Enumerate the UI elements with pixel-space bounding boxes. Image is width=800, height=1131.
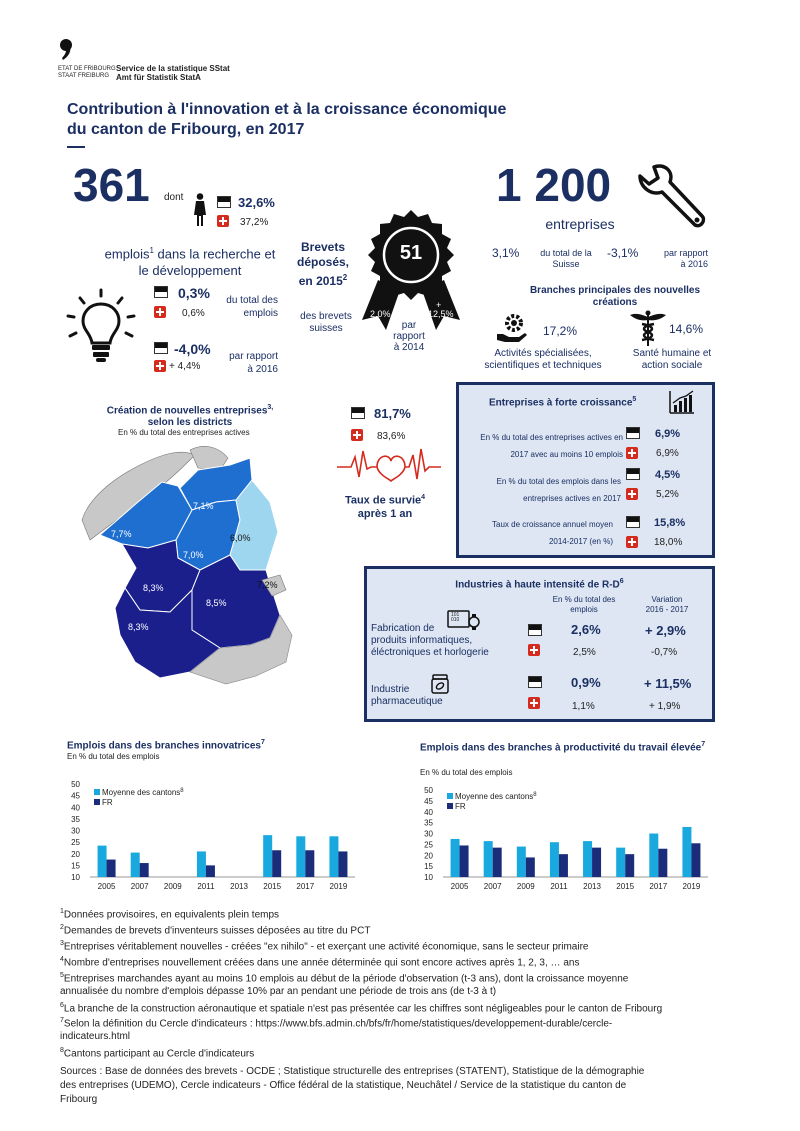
footnote — [60, 956, 579, 968]
brevets-value: 51 — [399, 242, 423, 264]
branch1-value: 17,2% — [543, 324, 578, 338]
bar-fr-2015 — [625, 854, 634, 877]
footnote-ref: 1 — [149, 246, 154, 255]
fc-row2-label-a: En % du total des emplois dans les — [496, 477, 621, 486]
fribourg-flag-icon — [626, 427, 640, 439]
x-tick-label: 2013 — [583, 882, 601, 891]
entreprises-value: 1 200 — [496, 159, 612, 211]
fc-row3-ch: 18,0% — [654, 537, 683, 548]
chart2-subtitle: En % du total des emplois — [420, 768, 513, 777]
footnote-ref: 6 — [619, 578, 624, 585]
x-tick-label: 2017 — [296, 882, 315, 891]
footnote-number: 2 — [60, 924, 64, 931]
x-tick-label: 2007 — [130, 882, 149, 891]
branch2-label — [620, 348, 724, 372]
x-tick-label: 2011 — [197, 882, 215, 891]
footnote-number: 7 — [60, 1017, 64, 1024]
bar-moyenne-2013 — [583, 841, 592, 877]
bar-moyenne-2019 — [682, 827, 691, 877]
page-title-line2: du canton de Fribourg, en 2017 — [67, 121, 305, 138]
hi-row2-ch-var: + 1,9% — [649, 701, 681, 712]
bar-fr-2017 — [305, 850, 314, 877]
page-title-line1: Contribution à l'innovation et à la croissance économique — [67, 101, 507, 118]
woman-icon — [193, 193, 207, 232]
legend-label: FR — [455, 802, 466, 811]
x-tick-label: 2019 — [329, 882, 348, 891]
y-tick-label: 35 — [424, 818, 433, 828]
entreprises-change-label-b: à 2016 — [680, 259, 708, 269]
footnote-ref: 7 — [701, 741, 706, 748]
map-label-district-1: 7,1% — [193, 501, 214, 511]
chart2-title — [420, 739, 720, 754]
y-tick-label: 35 — [71, 814, 80, 824]
x-tick-label: 2009 — [163, 882, 182, 891]
fribourg-logo — [58, 38, 74, 62]
fribourg-flag-icon — [351, 407, 365, 419]
bar-fr-2013 — [592, 848, 601, 877]
fc-row2-label — [463, 473, 621, 507]
computer-icon-text-a: 101 — [451, 612, 460, 618]
y-tick-label: 20 — [71, 849, 80, 859]
branch1-label — [470, 348, 616, 372]
sources-line: Fribourg — [60, 1094, 98, 1105]
women-share-ch: 37,2% — [240, 217, 269, 228]
rd-change-fr: -4,0% — [174, 341, 211, 357]
footnote — [60, 1002, 662, 1014]
map-label-district-6: 8,5% — [206, 598, 227, 608]
survie-label-b: après 1 an — [357, 507, 413, 520]
service-name-fr: Service de la statistique SStat — [116, 64, 230, 73]
y-tick-label: 50 — [424, 786, 433, 795]
entreprises-label: entreprises — [545, 216, 615, 232]
emplois-rd-label-b: dans la recherche et — [153, 246, 276, 262]
brevets-change-label-c: à 2014 — [393, 342, 425, 353]
footnote-ref: 5 — [632, 396, 637, 403]
fc-row1-label-b: 2017 avec au moins 10 emplois — [510, 450, 623, 459]
footnote-number: 4 — [60, 956, 64, 963]
swiss-flag-icon — [154, 306, 166, 318]
fribourg-flag-icon — [154, 342, 168, 354]
rd-share-fr: 0,3% — [178, 285, 210, 301]
bar-fr-2005 — [107, 860, 116, 877]
chart2-title-text: Emplois dans des branches à productivité du travail élevée — [420, 742, 702, 754]
brevets-change-label-a: par — [401, 320, 417, 331]
y-tick-label: 40 — [424, 807, 433, 817]
footnote-ref: 4 — [421, 494, 426, 501]
rd-change-ch: + 4,4% — [169, 361, 201, 372]
bar-fr-2015 — [272, 850, 281, 877]
footnote — [60, 986, 496, 997]
map-title — [95, 402, 285, 429]
bar-fr-2007 — [493, 848, 502, 877]
service-name-de: Amt für Statistik StatA — [116, 73, 201, 82]
dont-label: dont — [164, 192, 184, 203]
y-tick-label: 10 — [424, 873, 433, 882]
x-tick-label: 2007 — [483, 882, 502, 891]
x-tick-label: 2011 — [550, 882, 568, 891]
y-tick-label: 10 — [71, 873, 80, 882]
survie-fr: 81,7% — [374, 406, 411, 421]
y-tick-label: 15 — [424, 862, 433, 872]
emplois-rd-value: 361 — [73, 159, 150, 211]
y-tick-label: 30 — [71, 826, 80, 836]
legend-swatch — [94, 799, 100, 805]
hi-col2-header-b: 2016 - 2017 — [645, 605, 689, 614]
bar-fr-2009 — [526, 857, 535, 877]
bar-moyenne-2011 — [197, 851, 206, 877]
entreprises-share-label-a: du total de la — [540, 248, 592, 258]
hi-row2-fr-share: 0,9% — [571, 675, 601, 690]
legend-swatch — [447, 803, 453, 809]
sources-line: Sources : Base de données des brevets - OCDE ; Statistique structurelle des entreprises (STATENT), Statistique de la démographie — [60, 1066, 645, 1077]
x-tick-label: 2005 — [450, 882, 469, 891]
x-tick-label: 2015 — [616, 882, 635, 891]
fc-row3-label — [463, 516, 613, 550]
legend-swatch — [94, 789, 100, 795]
legend-label: Moyenne des cantons$^8$ — [102, 788, 184, 797]
branches-title-a: Branches principales des nouvelles — [529, 285, 701, 296]
hi-row2-label — [371, 684, 443, 708]
chart1-title — [67, 739, 265, 751]
chart1-title-text: Emplois dans des branches innovatrices — [67, 740, 261, 752]
y-tick-label: 45 — [424, 796, 433, 806]
legend-label: Moyenne des cantons$^8$ — [455, 792, 537, 801]
entreprises-change: -3,1% — [607, 246, 639, 260]
map-title-b: selon les districts — [147, 417, 233, 429]
entreprises-change-label — [640, 248, 708, 270]
chart1-plot — [60, 774, 360, 896]
entreprises-share-label-b: Suisse — [552, 259, 580, 269]
map-label-district-4: 6,0% — [230, 533, 251, 543]
hi-col2-header — [627, 595, 707, 615]
footnote-text: La branche de la construction aéronautique et spatiale n'est pas présentée car les chiffres sont négligeables pour le canton de Fribourg — [63, 1003, 663, 1015]
hi-row1-label-b: produits informatiques, — [371, 635, 473, 646]
footnote-number: 8 — [60, 1047, 64, 1054]
entreprises-change-label-a: par rapport — [663, 248, 708, 258]
fribourg-flag-icon — [217, 196, 231, 208]
legend-label: FR — [102, 798, 113, 807]
bar-fr-2005 — [460, 845, 469, 877]
swiss-flag-icon — [626, 488, 638, 500]
hi-title-text: Industries à haute intensité de R-D — [455, 579, 620, 591]
footnote — [60, 1047, 254, 1059]
fc-row3-label-b: 2014-2017 (en %) — [548, 537, 613, 546]
rd-share-label-a: du total des — [226, 295, 278, 306]
bar-fr-2011 — [559, 854, 568, 877]
sources-line: des entreprises (UDEMO), Cercle indicateurs - Office fédéral de la statistique, Neuchâtel / Service de la statistique du canton de — [60, 1080, 627, 1091]
wrench-icon — [632, 160, 710, 243]
map-label-district-3: 7,0% — [183, 550, 204, 560]
bar-moyenne-2005 — [98, 846, 107, 877]
brevets-title — [285, 240, 361, 289]
canton-name-fr: ETAT DE FRIBOURG — [58, 66, 116, 72]
bar-moyenne-2015 — [616, 848, 625, 877]
footnote — [60, 940, 588, 952]
x-tick-label: 2017 — [649, 882, 668, 891]
x-tick-label: 2019 — [682, 882, 701, 891]
bar-fr-2017 — [658, 849, 667, 877]
fc-row2-ch: 5,2% — [656, 489, 679, 500]
fc-row1-ch: 6,9% — [656, 448, 679, 459]
title-underline — [67, 146, 85, 148]
caduceus-icon — [628, 308, 668, 353]
districts-map — [80, 440, 300, 695]
swiss-flag-icon — [351, 429, 363, 441]
x-tick-label: 2009 — [516, 882, 535, 891]
growth-chart-icon — [668, 389, 696, 420]
y-tick-label: 25 — [71, 838, 80, 848]
map-label-district-2: 7,7% — [111, 529, 132, 539]
forte-croissance-title-text: Entreprises à forte croissance — [489, 397, 633, 409]
footnote — [60, 972, 628, 984]
fribourg-flag-icon — [528, 624, 542, 636]
bar-fr-2011 — [206, 865, 215, 877]
swiss-flag-icon — [217, 215, 229, 227]
branch1-label-a: Activités spécialisées, — [494, 348, 592, 359]
footnote-text: Selon la définition du Cercle d'indicateurs : https://www.bfs.admin.ch/bfs/fr/home/statistiques/developpement-durable/cercle- — [63, 1018, 613, 1030]
map-label-district-8: 7,2% — [257, 580, 278, 590]
brevets-share-label-b: suisses — [309, 323, 343, 334]
footnote-number: 6 — [60, 1002, 64, 1009]
hi-row2-fr-var: + 11,5% — [644, 676, 692, 691]
fc-row2-label-b: entreprises actives en 2017 — [523, 494, 621, 503]
footnote-text: Entreprises marchandes ayant au moins 10 emplois au début de la période d'observation (t-3 ans), dont la croissance moyenne — [63, 973, 629, 985]
x-tick-label: 2005 — [97, 882, 116, 891]
hi-row1-fr-share: 2,6% — [571, 622, 601, 637]
bar-moyenne-2019 — [329, 836, 338, 877]
hi-col1-header — [539, 595, 629, 615]
hi-row1-ch-var: -0,7% — [651, 647, 678, 658]
fribourg-flag-icon — [154, 286, 168, 298]
brevets-title-a: Brevets — [300, 240, 346, 254]
brevets-share: 2,0% — [370, 309, 391, 319]
swiss-flag-icon — [626, 536, 638, 548]
fc-row1-label-a: En % du total des entreprises actives en — [480, 433, 623, 442]
survie-label-a: Taux de survie — [344, 494, 422, 507]
rd-change-label-a: par rapport — [229, 351, 278, 362]
hi-row2-ch-share: 1,1% — [572, 701, 595, 712]
branch1-label-b: scientifiques et techniques — [484, 360, 602, 371]
emplois-rd-label-c: le développement — [138, 263, 242, 279]
computer-icon-text — [451, 613, 459, 623]
bar-moyenne-2005 — [451, 839, 460, 877]
hi-row1-label-c: éléctroniques et horlogerie — [371, 647, 489, 658]
footnote-text: annualisée du nombre d'emplois dépasse 10% par an pendant une période de trois ans (de t-3 à t) — [60, 986, 497, 997]
x-tick-label: 2015 — [263, 882, 282, 891]
swiss-flag-icon — [528, 697, 540, 709]
branch2-label-b: action sociale — [641, 360, 703, 371]
bar-fr-2019 — [338, 851, 347, 877]
fribourg-flag-icon — [626, 468, 640, 480]
brevets-change: 12,5% — [428, 309, 454, 319]
footnote-ref: 3, — [267, 404, 274, 411]
brevets-title-c: en 2015 — [298, 274, 343, 288]
forte-croissance-box — [456, 382, 715, 558]
bar-moyenne-2011 — [550, 842, 559, 877]
canton-name-de: STAAT FREIBURG — [58, 73, 110, 79]
brevets-title-b: déposés, — [296, 255, 350, 269]
bar-moyenne-2017 — [649, 834, 658, 878]
women-share-fr: 32,6% — [238, 195, 275, 210]
forte-croissance-title — [489, 396, 636, 408]
bar-moyenne-2007 — [484, 841, 493, 877]
footnote-number: 1 — [60, 908, 64, 915]
fc-row2-fr: 4,5% — [655, 469, 681, 481]
entreprises-share: 3,1% — [492, 246, 520, 260]
hi-row2-label-b: pharmaceutique — [371, 696, 443, 707]
fc-row3-fr: 15,8% — [654, 517, 686, 529]
brevets-change-label-b: rapport — [393, 331, 425, 342]
rd-share-label-b: emplois — [243, 308, 278, 319]
fc-row1-fr: 6,9% — [655, 428, 681, 440]
legend-swatch — [447, 793, 453, 799]
chart1-subtitle: En % du total des emplois — [67, 752, 160, 761]
rd-change-label-b: à 2016 — [247, 364, 278, 375]
swiss-flag-icon — [528, 644, 540, 656]
hi-title — [367, 578, 712, 590]
rd-change-label — [200, 350, 278, 376]
bar-moyenne-2017 — [296, 836, 305, 877]
hi-row1-ch-share: 2,5% — [573, 647, 596, 658]
bar-fr-2019 — [691, 843, 700, 877]
y-tick-label: 15 — [71, 861, 80, 871]
branch2-value: 14,6% — [669, 322, 704, 336]
footnote-ref: 2 — [342, 273, 348, 282]
bar-moyenne-2009 — [517, 847, 526, 877]
hi-col2-header-a: Variation — [651, 595, 683, 604]
map-label-district-5: 8,3% — [143, 583, 164, 593]
survie-ch: 83,6% — [377, 431, 406, 442]
swiss-flag-icon — [626, 447, 638, 459]
map-subtitle: En % du total des entreprises actives — [118, 428, 250, 437]
bar-moyenne-2015 — [263, 835, 272, 877]
footnote — [60, 1017, 612, 1029]
y-tick-label: 50 — [71, 780, 80, 789]
swiss-flag-icon — [154, 360, 166, 372]
fc-row3-label-a: Taux de croissance annuel moyen — [492, 520, 613, 529]
map-title-a: Création de nouvelles entreprises — [106, 405, 268, 417]
footnote-text: indicateurs.html — [60, 1031, 131, 1042]
y-tick-label: 25 — [424, 840, 433, 850]
hi-row1-label-a: Fabrication de — [371, 623, 435, 634]
fribourg-flag-icon — [528, 676, 542, 688]
footnote-number: 5 — [60, 972, 64, 979]
lightbulb-icon — [64, 288, 138, 369]
heartbeat-icon — [337, 445, 441, 490]
map-label-district-7: 8,3% — [128, 622, 149, 632]
hi-col1-header-a: En % du total des — [552, 595, 616, 604]
footnote — [60, 908, 279, 920]
hi-row2-label-a: Industrie — [371, 684, 410, 695]
footnote-text: Nombre d'entreprises nouvellement créées dans une année déterminée qui sont encore actives après 1, 2, 3, … ans — [63, 957, 580, 969]
branch2-label-a: Santé humaine et — [632, 348, 712, 359]
emplois-rd-label-a: emplois — [104, 246, 150, 262]
bar-fr-2007 — [140, 863, 149, 877]
y-tick-label: 30 — [424, 829, 433, 839]
rd-share-label — [200, 294, 278, 320]
survie-label — [330, 491, 440, 521]
footnote-ref: 7 — [260, 739, 265, 746]
footnote-text: Entreprises véritablement nouvelles - créées "ex nihilo" - et exerçant une activité économique, sans le secteur primaire — [63, 941, 589, 953]
gear-hand-icon — [495, 312, 529, 349]
fc-row1-label — [463, 429, 623, 463]
legend-footnote-ref: 8 — [533, 792, 537, 798]
emplois-rd-label — [92, 242, 288, 279]
footnote-number: 3 — [60, 940, 64, 947]
hi-row1-fr-var: + 2,9% — [645, 623, 686, 638]
branches-title-b: créations — [592, 297, 638, 308]
y-tick-label: 45 — [71, 791, 80, 801]
footnote-text: Données provisoires, en equivalents plein temps — [63, 909, 280, 921]
footnote-text: Demandes de brevets d'inventeurs suisses déposées au titre du PCT — [63, 925, 371, 937]
brevets-share-label — [292, 311, 360, 335]
y-tick-label: 20 — [424, 851, 433, 861]
brevets-share-label-a: des brevets — [300, 311, 352, 322]
rd-share-ch: 0,6% — [182, 308, 205, 319]
computer-icon-text-b: 010 — [451, 617, 460, 623]
brevets-plus-sign: + — [436, 300, 442, 310]
hi-col1-header-b: emplois — [570, 605, 598, 614]
footnote — [60, 1031, 130, 1042]
branches-title — [505, 285, 725, 309]
footnote — [60, 924, 370, 936]
x-tick-label: 2013 — [230, 882, 248, 891]
entreprises-share-label — [534, 248, 598, 270]
bar-moyenne-2007 — [131, 853, 140, 877]
legend-footnote-ref: 8 — [180, 788, 184, 794]
canton-name — [58, 66, 116, 80]
fribourg-flag-icon — [626, 516, 640, 528]
footnote-text: Cantons participant au Cercle d'indicateurs — [63, 1048, 255, 1060]
hi-row1-label — [371, 623, 489, 659]
brevets-change-label — [380, 320, 438, 353]
y-tick-label: 40 — [71, 803, 80, 813]
chart2-plot — [413, 783, 713, 895]
haute-intensite-box — [364, 566, 715, 722]
